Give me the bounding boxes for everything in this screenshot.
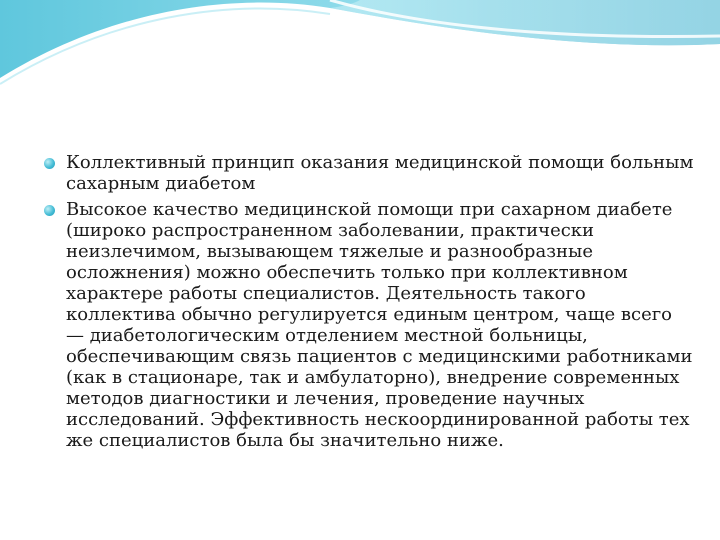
bullet-item xyxy=(44,199,694,451)
bullet-list xyxy=(44,152,694,451)
decorative-wave-banner xyxy=(0,0,720,110)
slide-body xyxy=(44,152,694,456)
bullet-text: Высокое качество медицинской помощи при сахарном диабете (широко распространенном заболевании, практически неизлечимом, вызывающем тяжелые и разнообразные осложнения) можно обеспечить только при коллективном характере работы специалистов. Деятельность такого коллектива обычно регулируется единым центром, чаще всего — диабетологическим отделением местной больницы, обеспечивающим связь пациентов с медицинскими работниками (как в стационаре, так и амбулаторно), внедрение современных методов диагностики и лечения, проведение научных исследований. Эффективность нескоординированной работы тех же специалистов была бы значительно ниже. xyxy=(66,199,693,451)
bullet-item xyxy=(44,152,694,194)
bullet-text: Коллективный принцип оказания медицинской помощи больным сахарным диабетом xyxy=(66,152,694,194)
bullet-icon xyxy=(44,158,55,169)
bullet-icon xyxy=(44,205,55,216)
